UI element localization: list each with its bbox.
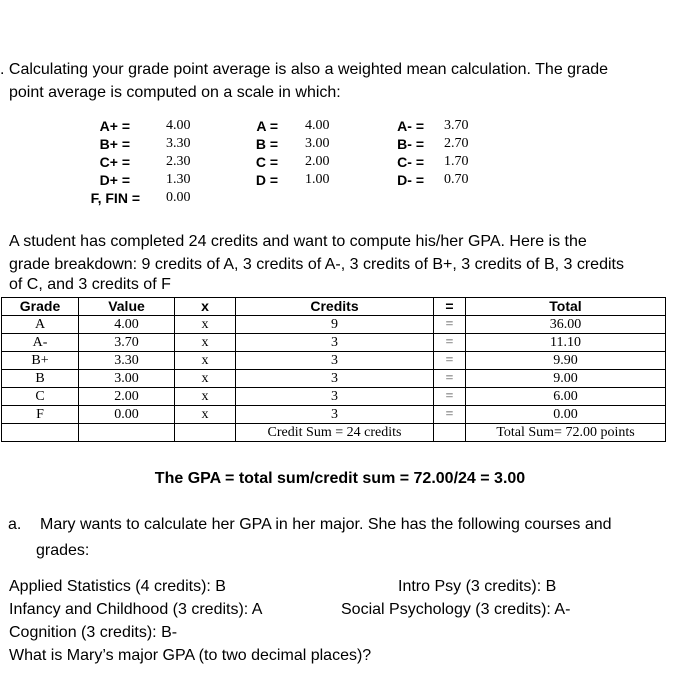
cell-value: 3.00 — [79, 370, 175, 388]
example-line-1: A student has completed 24 credits and want to compute his/her GPA. Here is the — [9, 233, 587, 250]
cell-value: 3.70 — [79, 334, 175, 352]
header-value: Value — [79, 298, 175, 316]
header-equals: = — [434, 298, 466, 316]
header-times: x — [175, 298, 236, 316]
scale-label: C = — [255, 154, 278, 170]
cell-total: 9.00 — [466, 370, 666, 388]
cell-credits: 3 — [236, 334, 434, 352]
question-marker: a. — [8, 516, 22, 533]
cell-times: x — [175, 388, 236, 406]
table-row — [2, 370, 666, 388]
cell-value: 2.00 — [79, 388, 175, 406]
cell-grade: A- — [2, 334, 79, 352]
cell-equals: = — [434, 334, 466, 352]
cell-times: x — [175, 370, 236, 388]
scale-value: 3.00 — [305, 136, 330, 151]
course-item: Applied Statistics (4 credits): B — [9, 578, 226, 595]
scale-label: D+ = — [99, 172, 130, 188]
question-line-1: Mary wants to calculate her GPA in her major. She has the following courses and — [40, 516, 612, 533]
header-credits: Credits — [236, 298, 434, 316]
cell-grade: F — [2, 406, 79, 424]
total-sum: Total Sum= 72.00 points — [466, 424, 666, 442]
cell-total: 11.10 — [466, 334, 666, 352]
table-row — [2, 316, 666, 334]
course-item: Intro Psy (3 credits): B — [398, 578, 557, 595]
course-item: Social Psychology (3 credits): A- — [341, 601, 571, 618]
cell-empty — [2, 424, 79, 442]
credit-sum: Credit Sum = 24 credits — [236, 424, 434, 442]
scale-value: 1.30 — [166, 172, 191, 187]
cell-value: 3.30 — [79, 352, 175, 370]
scale-value: 1.70 — [444, 154, 469, 169]
cell-credits: 3 — [236, 388, 434, 406]
cell-times: x — [175, 406, 236, 424]
example-line-2: grade breakdown: 9 credits of A, 3 credits of A-, 3 credits of B+, 3 credits of B, 3 credits — [9, 256, 624, 273]
course-item: Infancy and Childhood (3 credits): A — [9, 601, 263, 618]
cell-grade: B+ — [2, 352, 79, 370]
table-row — [2, 406, 666, 424]
cell-equals: = — [434, 388, 466, 406]
course-item: Cognition (3 credits): B- — [9, 624, 178, 641]
cell-equals: = — [434, 316, 466, 334]
cell-value: 4.00 — [79, 316, 175, 334]
cell-grade: B — [2, 370, 79, 388]
scale-value: 0.70 — [444, 172, 469, 187]
final-question: What is Mary’s major GPA (to two decimal places)? — [9, 647, 372, 664]
scale-label: B+ = — [99, 136, 130, 152]
scale-value: 1.00 — [305, 172, 330, 187]
table-row — [2, 334, 666, 352]
cell-credits: 3 — [236, 406, 434, 424]
scale-value: 0.00 — [166, 190, 191, 205]
scale-label: C+ = — [99, 154, 130, 170]
gpa-formula: The GPA = total sum/credit sum = 72.00/24 = 3.00 — [154, 470, 526, 487]
cell-total: 0.00 — [466, 406, 666, 424]
cell-empty — [79, 424, 175, 442]
cell-times: x — [175, 352, 236, 370]
scale-label: A+ = — [99, 118, 130, 134]
cell-empty — [434, 424, 466, 442]
cell-grade: A — [2, 316, 79, 334]
cell-equals: = — [434, 370, 466, 388]
cell-value: 0.00 — [79, 406, 175, 424]
cell-empty — [175, 424, 236, 442]
cell-equals: = — [434, 406, 466, 424]
scale-value: 4.00 — [305, 118, 330, 133]
scale-value: 4.00 — [166, 118, 191, 133]
cell-equals: = — [434, 352, 466, 370]
cell-grade: C — [2, 388, 79, 406]
scale-value: 3.30 — [166, 136, 191, 151]
intro-line-2: point average is computed on a scale in which: — [9, 84, 341, 101]
cell-total: 36.00 — [466, 316, 666, 334]
cell-credits: 3 — [236, 352, 434, 370]
grade-table — [1, 297, 666, 442]
scale-value: 2.00 — [305, 154, 330, 169]
question-line-2: grades: — [36, 542, 90, 559]
cell-credits: 3 — [236, 370, 434, 388]
scale-label: A- = — [397, 118, 424, 134]
header-grade: Grade — [2, 298, 79, 316]
cell-total: 6.00 — [466, 388, 666, 406]
cell-times: x — [175, 334, 236, 352]
scale-value: 2.70 — [444, 136, 469, 151]
cell-credits: 9 — [236, 316, 434, 334]
scale-value: 2.30 — [166, 154, 191, 169]
table-row — [2, 352, 666, 370]
cell-total: 9.90 — [466, 352, 666, 370]
scale-label: F, FIN = — [90, 190, 140, 206]
scale-value: 3.70 — [444, 118, 469, 133]
example-line-3: of C, and 3 credits of F — [9, 276, 171, 293]
table-footer-row — [2, 424, 666, 442]
scale-label: A = — [256, 118, 278, 134]
table-row — [2, 388, 666, 406]
cell-times: x — [175, 316, 236, 334]
header-total: Total — [466, 298, 666, 316]
scale-label: C- = — [397, 154, 424, 170]
scale-label: D = — [255, 172, 278, 188]
table-header-row — [2, 298, 666, 316]
scale-label: B = — [255, 136, 278, 152]
intro-line-1: . Calculating your grade point average is also a weighted mean calculation. The grade — [0, 61, 609, 78]
scale-label: D- = — [397, 172, 424, 188]
scale-label: B- = — [397, 136, 424, 152]
